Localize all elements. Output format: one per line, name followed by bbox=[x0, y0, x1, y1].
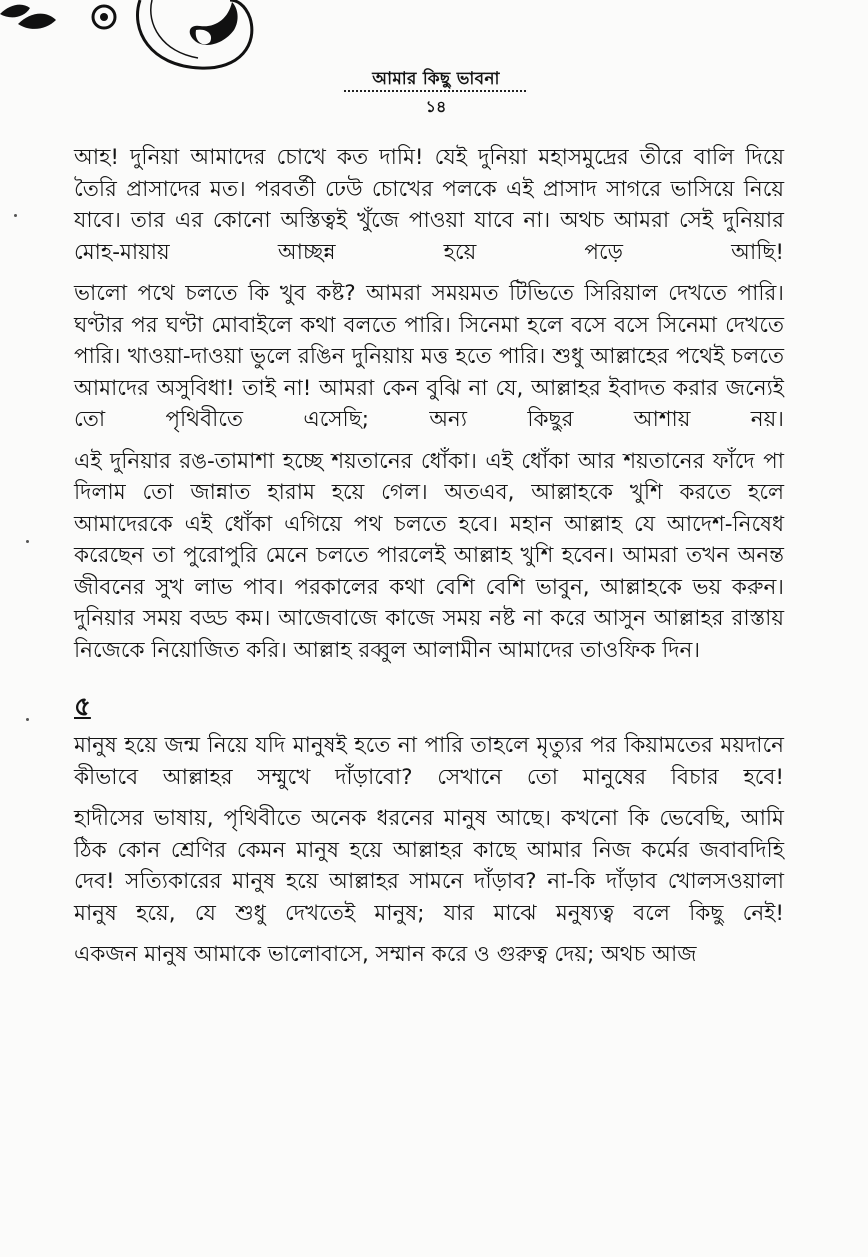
paragraph: হাদীসের ভাষায়, পৃথিবীতে অনেক ধরনের মানুষ আছে। কখনো কি ভেবেছি, আমি ঠিক কোন শ্রেণির কেমন মানুষ হয়ে আল্লাহর কাছে আমার নিজ কর্মের জবাবদিহি দেব! সত্যিকারের মানুষ হয়ে আল্লাহর সামনে দাঁড়াব? না-কি দাঁড়াব খোলসওয়ালা মানুষ হয়ে, যে শুধু দেখতেই মানুষ; যার মাঝে মনুষ্যত্ব বলে কিছু নেই! bbox=[74, 806, 784, 926]
decorative-flourish-ornament bbox=[0, 0, 320, 80]
page-number: ১৪ bbox=[425, 97, 447, 116]
book-title: আমার কিছু ভাবনা bbox=[372, 69, 500, 89]
paragraph: একজন মানুষ আমাকে ভালোবাসে, সম্মান করে ও গুরুত্ব দেয়; অথচ আজ bbox=[74, 942, 697, 967]
paragraph: ভালো পথে চলতে কি খুব কষ্ট? আমরা সময়মত টিভিতে সিরিয়াল দেখতে পারি। ঘণ্টার পর ঘণ্টা মোবাইলে কথা বলতে পারি। সিনেমা হলে বসে বসে সিনেমা দেখতে পারি। খাওয়া-দাওয়া ভুলে রঙিন দুনিয়ায় মত্ত হতে পারি। শুধু আল্লাহের পথেই চলতে আমাদের অসুবিধা! তাই না! আমরা কেন বুঝি না যে, আল্লাহর ইবাদত করার জন্যেই তো পৃথিবীতে এসেছি; অন্য কিছুর আশায় নয়। bbox=[74, 281, 784, 432]
page-body bbox=[74, 142, 784, 981]
paragraph: আহ! দুনিয়া আমাদের চোখে কত দামি! যেই দুনিয়া মহাসমুদ্রের তীরে বালি দিয়ে তৈরি প্রাসাদের মত। পরবর্তী ঢেউ চোখের পলকে এই প্রাসাদ সাগরে ভাসিয়ে নিয়ে যাবে। তার এর কোনো অস্তিত্বই খুঁজে পাওয়া যাবে না। অথচ আমরা সেই দুনিয়ার মোহ-মায়ায় আচ্ছন্ন হয়ে পড়ে আছি! bbox=[74, 145, 784, 265]
paragraph: মানুষ হয়ে জন্ম নিয়ে যদি মানুষই হতে না পারি তাহলে মৃত্যুর পর কিয়ামতের ময়দানে কীভাবে আল্লাহর সম্মুখে দাঁড়াবো? সেখানে তো মানুষের বিচার হবে! bbox=[74, 733, 784, 790]
scan-speck bbox=[26, 540, 29, 543]
scan-speck bbox=[26, 718, 29, 721]
scan-speck bbox=[14, 214, 17, 217]
section-number: ৫ bbox=[74, 692, 91, 722]
paragraph: এই দুনিয়ার রঙ-তামাশা হচ্ছে শয়তানের ধোঁকা। এই ধোঁকা আর শয়তানের ফাঁদে পা দিলাম তো জান্নাত হারাম হয়ে গেল। অতএব, আল্লাহকে খুশি করতে হলে আমাদেরকে এই ধোঁকা এগিয়ে পথ চলতে হবে। মহান আল্লাহ যে আদেশ-নিষেধ করেছেন তা পুরোপুরি মেনে চলতে পারলেই আল্লাহ খুশি হবেন। আমরা তখন অনন্ত জীবনের সুখ লাভ পাব। পরকালের কথা বেশি বেশি ভাবুন, আল্লাহকে ভয় করুন। দুনিয়ার সময় বড্ড কম। আজেবাজে কাজে সময় নষ্ট না করে আসুন আল্লাহর রাস্তায় নিজেকে নিয়োজিত করি। আল্লাহ রব্বুল আলামীন আমাদের তাওফিক দিন। bbox=[74, 448, 784, 663]
title-dotted-rule bbox=[344, 90, 526, 92]
